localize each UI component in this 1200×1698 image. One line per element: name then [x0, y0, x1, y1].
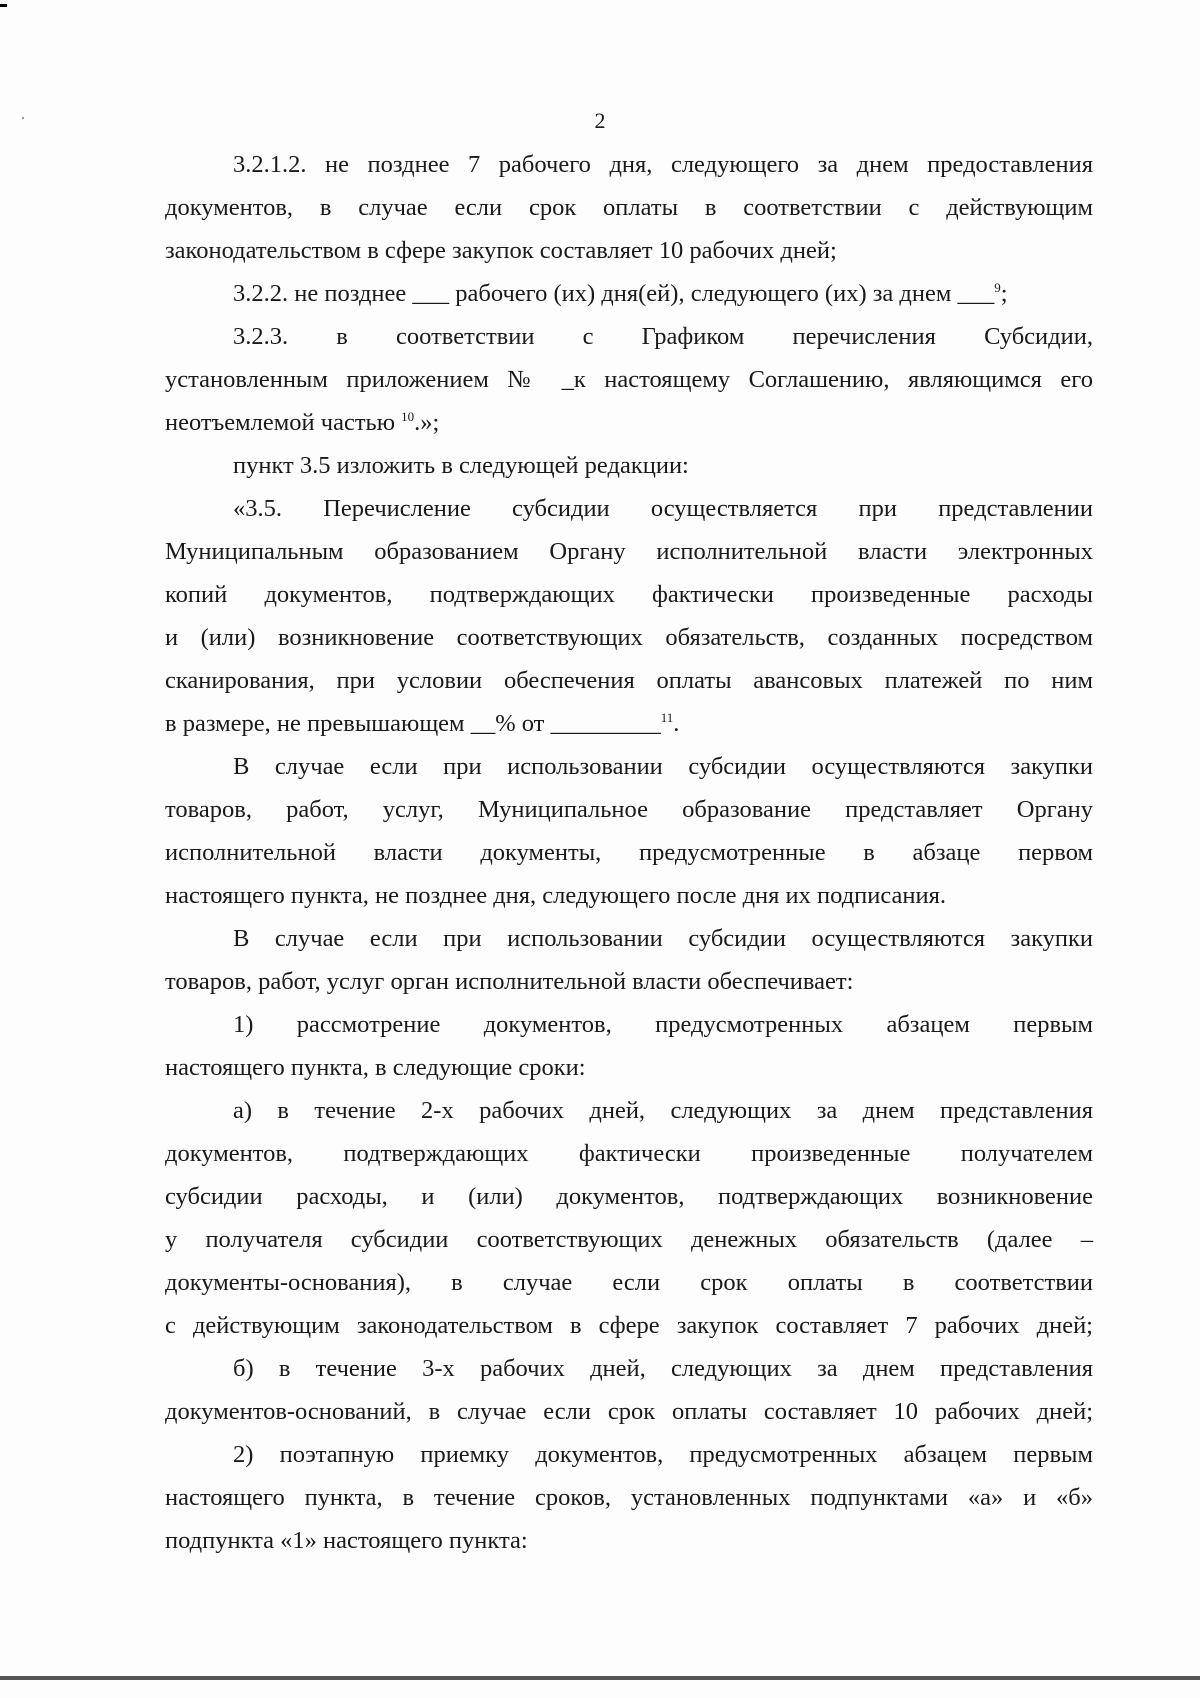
text-line: с действующим законодательством в сфере закупок составляет 7 рабочих дней; [165, 1312, 1093, 1339]
footnote-ref: 10 [401, 408, 415, 424]
text-line: а) в течение 2-х рабочих дней, следующих за днем представления [233, 1097, 1093, 1124]
text-line: законодательством в сфере закупок составляет 10 рабочих дней; [165, 237, 837, 264]
text-line: документов, в случае если срок оплаты в соответствии с действующим [165, 194, 1093, 221]
text-line [233, 279, 1008, 309]
text-fragment: неотъемлемой частью [165, 409, 402, 436]
text-line: документов, подтверждающих фактически произведенные получателем [165, 1140, 1093, 1167]
text-line: и (или) возникновение соответствующих обязательств, созданных посредством [165, 624, 1093, 651]
text-fragment: . [673, 710, 680, 737]
scan-corner-mark [0, 4, 7, 7]
text-line: исполнительной власти документы, предусмотренные в абзаце первом [165, 839, 1093, 866]
text-line [165, 408, 439, 438]
page-number: 2 [594, 108, 606, 133]
text-fragment: 3.2.2. не позднее ___ рабочего (их) дня(ей), следующего (их) за днем ___ [233, 280, 995, 307]
text-line: установленным приложением № _к настоящему Соглашению, являющимся его [165, 366, 1093, 393]
text-line: Муниципальным образованием Органу исполнительной власти электронных [165, 538, 1093, 565]
text-fragment: в размере, не превышающем __% от _________ [165, 710, 661, 737]
text-line: б) в течение 3-х рабочих дней, следующих за днем представления [233, 1355, 1093, 1382]
scan-bottom-edge [0, 1676, 1200, 1680]
text-fragment: ; [1000, 280, 1008, 307]
text-line: товаров, работ, услуг, Муниципальное образование представляет Органу [165, 796, 1093, 823]
text-line: В случае если при использовании субсидии осуществляются закупки [233, 925, 1093, 952]
text-line: документы-основания), в случае если срок оплаты в соответствии [165, 1269, 1093, 1296]
text-line: настоящего пункта, не позднее дня, следующего после дня их подписания. [165, 882, 947, 909]
text-line: В случае если при использовании субсидии осуществляются закупки [233, 753, 1093, 780]
text-line: товаров, работ, услуг орган исполнительной власти обеспечивает: [165, 968, 854, 995]
text-line: 1) рассмотрение документов, предусмотренных абзацем первым [233, 1011, 1093, 1038]
text-line: 3.2.1.2. не позднее 7 рабочего дня, следующего за днем предоставления [233, 151, 1093, 178]
text-line: пункт 3.5 изложить в следующей редакции: [233, 452, 689, 479]
text-line: подпункта «1» настоящего пункта: [165, 1527, 528, 1554]
text-line: «3.5. Перечисление субсидии осуществляется при представлении [233, 495, 1093, 522]
text-line: настоящего пункта, в следующие сроки: [165, 1054, 586, 1081]
text-fragment: .»; [414, 409, 440, 436]
text-line: документов-оснований, в случае если срок оплаты составляет 10 рабочих дней; [165, 1398, 1093, 1425]
text-line: сканирования, при условии обеспечения оплаты авансовых платежей по ним [165, 667, 1093, 694]
text-line [165, 709, 679, 739]
text-line: 3.2.3. в соответствии с Графиком перечисления Субсидии, [233, 323, 1093, 350]
footnote-ref: 9 [994, 279, 1001, 295]
text-line: настоящего пункта, в течение сроков, установленных подпунктами «а» и «б» [165, 1484, 1093, 1511]
text-line: копий документов, подтверждающих фактически произведенные расходы [165, 581, 1093, 608]
footnote-ref: 11 [660, 709, 674, 725]
text-line: у получателя субсидии соответствующих денежных обязательств (далее – [165, 1226, 1093, 1253]
text-line: субсидии расходы, и (или) документов, подтверждающих возникновение [165, 1183, 1093, 1210]
text-line: 2) поэтапную приемку документов, предусмотренных абзацем первым [233, 1441, 1093, 1468]
